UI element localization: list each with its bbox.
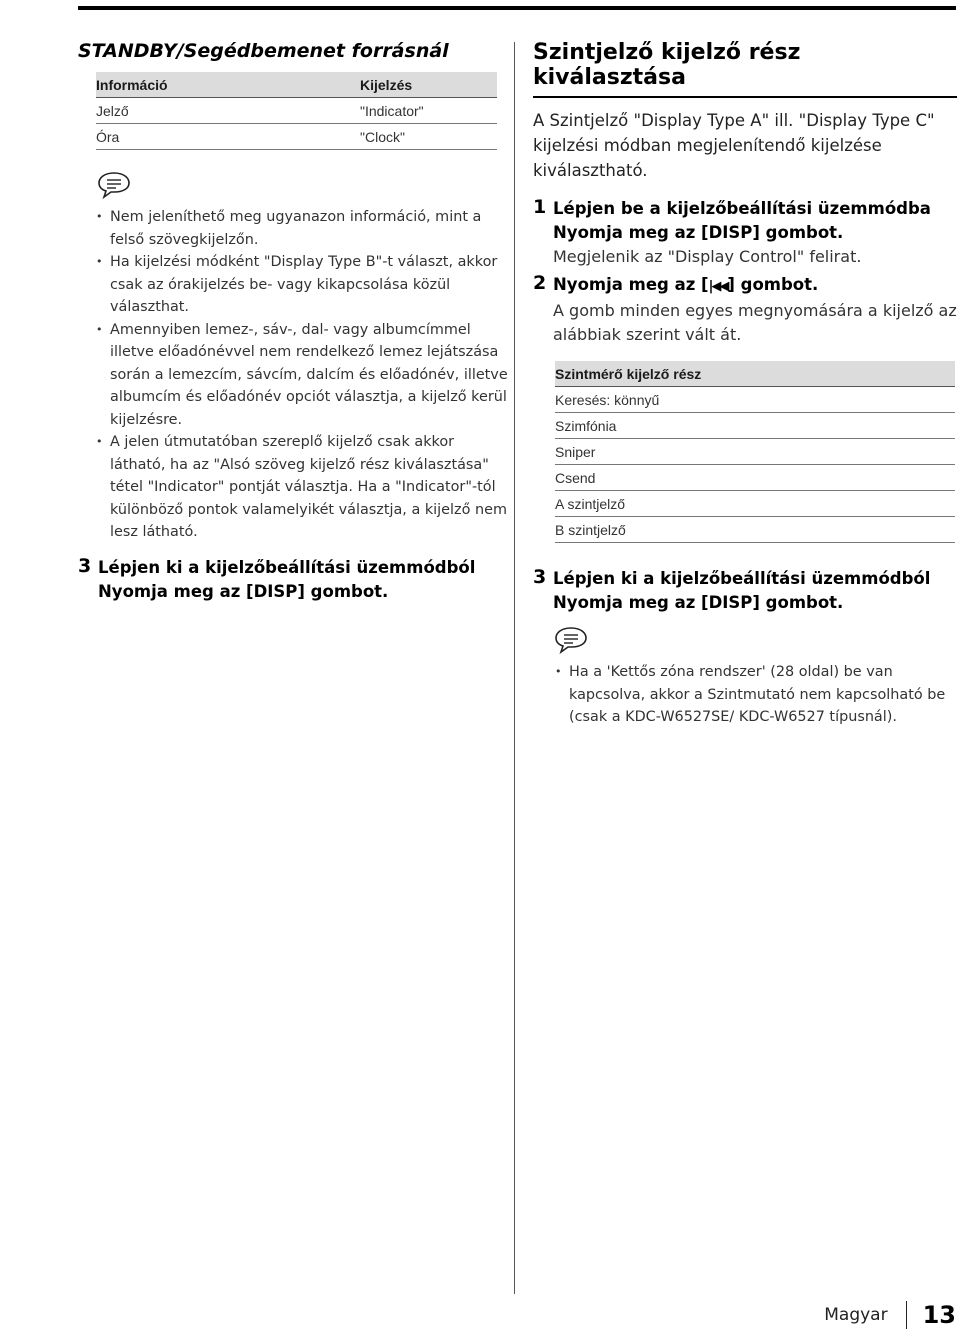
step-description: Megjelenik az "Display Control" felirat. (553, 247, 862, 266)
step-title-prefix: Nyomja meg az [ (553, 275, 709, 294)
note-icon (96, 170, 132, 200)
step-instruction: Nyomja meg az [DISP] gombot. (553, 223, 844, 242)
subsection-heading: STANDBY/Segédbemenet forrásnál (78, 40, 449, 62)
column-divider (514, 42, 515, 1294)
page-number: 13 (922, 1301, 956, 1329)
top-rule (78, 6, 956, 10)
step-description: A gomb minden egyes megnyomására a kijelző az alábbiak szerint vált át. (553, 301, 957, 344)
table-row (96, 98, 497, 124)
left-column (78, 40, 508, 604)
step-2 (533, 273, 957, 347)
step-1 (533, 197, 957, 269)
language-label: Magyar (824, 1305, 888, 1325)
table-row (555, 413, 955, 439)
right-column (533, 40, 957, 729)
step-title (553, 273, 957, 299)
step-number: 3 (533, 566, 547, 588)
table-header-info: Információ (96, 72, 360, 98)
step-title: Lépjen ki a kijelzőbeállítási üzemmódból (553, 569, 931, 588)
table-cell: Csend (555, 465, 955, 491)
table-row (555, 387, 955, 413)
step-title: Lépjen be a kijelzőbeállítási üzemmódba (553, 199, 931, 218)
table-header-display: Kijelzés (360, 72, 497, 98)
list-item: • Amennyiben lemez-, sáv-, dal- vagy albumcímmel illetve előadónévvel nem rendelkező lemez lejátszása során a lemezcím, sávcím, dalcím és előadónév, illetve albumcím és előadónév opciót választja, a kijelző kerül kijelzésre. (96, 319, 508, 432)
note-icon (553, 625, 589, 655)
table-cell: B szintjelző (555, 517, 955, 543)
table-row (555, 517, 955, 543)
table-cell: "Clock" (360, 124, 497, 150)
table-header-row (555, 361, 955, 387)
table-cell: Óra (96, 124, 360, 150)
list-item: • A jelen útmutatóban szereplő kijelző csak akkor látható, ha az "Alsó szöveg kijelző rész kiválasztása" tétel "Indicator" pontját választja. Ha a "Indicator"-tól különböző pontok valamelyikét választja, a kijelző nem lesz látható. (96, 431, 508, 544)
table-cell: Sniper (555, 439, 955, 465)
table-header-row (96, 72, 497, 98)
page-footer (824, 1301, 956, 1329)
step-title-suffix: ] gombot. (727, 275, 819, 294)
notes-list (78, 206, 508, 544)
notes-list (533, 661, 957, 729)
step-instruction: Nyomja meg az [DISP] gombot. (553, 593, 844, 612)
table-cell: A szintjelző (555, 491, 955, 517)
footer-divider (906, 1301, 907, 1329)
step-3-right (533, 567, 957, 615)
list-item: • Nem jeleníthető meg ugyanazon információ, mint a felső szövegkijelzőn. (96, 206, 508, 251)
table-row (555, 491, 955, 517)
step-number: 2 (533, 272, 547, 294)
table-cell: Keresés: könnyű (555, 387, 955, 413)
step-3-left (78, 556, 508, 604)
step-instruction: Nyomja meg az [DISP] gombot. (98, 581, 389, 601)
table-row (555, 439, 955, 465)
info-display-table (96, 72, 497, 150)
section-intro: A Szintjelző "Display Type A" ill. "Display Type C" kijelzési módban megjelenítendő kijelzése kiválasztható. (533, 111, 935, 180)
step-number: 1 (533, 196, 547, 218)
table-cell: "Indicator" (360, 98, 497, 124)
list-item: • Ha kijelzési módként "Display Type B"-t választ, akkor csak az órakijelzés be- vagy kikapcsolása közül választhat. (96, 251, 508, 319)
section-title: Szintjelző kijelző rész kiválasztása (533, 40, 957, 98)
step-number: 3 (78, 554, 92, 577)
level-meter-table (555, 361, 955, 543)
list-item: • Ha a 'Kettős zóna rendszer' (28 oldal) be van kapcsolva, akkor a Szintmutató nem kapcsolható be (csak a KDC-W6527SE/ KDC-W6527 típusnál). (555, 661, 957, 729)
table-cell: Jelző (96, 98, 360, 124)
table-row (96, 124, 497, 150)
step-title: Lépjen ki a kijelzőbeállítási üzemmódból (98, 557, 476, 577)
table-header: Szintmérő kijelző rész (555, 361, 955, 387)
track-back-icon: |◀◀ (708, 279, 728, 294)
table-row (555, 465, 955, 491)
table-cell: Szimfónia (555, 413, 955, 439)
